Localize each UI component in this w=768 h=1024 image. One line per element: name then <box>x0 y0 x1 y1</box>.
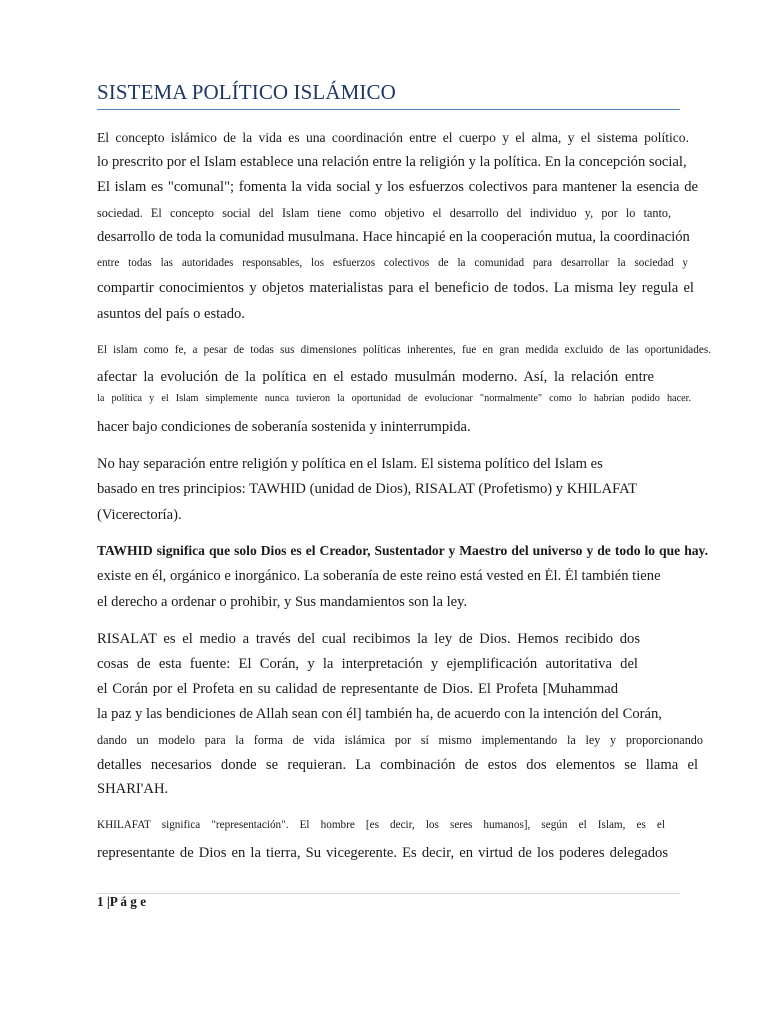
paragraph-2-line-3: la política y el Islam simplemente nunca tuvieron la oportunidad de evolucionar "normalmente" como lo habrían podido hacer. <box>97 393 691 404</box>
page-number: 1 |P á g e <box>97 894 147 909</box>
paragraph-1-line-8: asuntos del país o estado. <box>97 306 245 322</box>
paragraph-3-line-3: (Vicerectoría). <box>97 507 182 523</box>
paragraph-6-line-1: KHILAFAT significa "representación". El hombre [es decir, los seres humanos], según el Islam, es el <box>97 819 665 831</box>
paragraph-1-line-5: desarrollo de toda la comunidad musulmana. Hace hincapié en la cooperación mutua, la coordinación <box>97 229 690 245</box>
paragraph-6-line-2: representante de Dios en la tierra, Su vicegerente. Es decir, en virtud de los poderes delegados <box>97 845 668 861</box>
paragraph-1-line-4: sociedad. El concepto social del Islam tiene como objetivo el desarrollo del individuo y, por lo tanto, <box>97 206 671 220</box>
paragraph-1-line-1: El concepto islámico de la vida es una coordinación entre el cuerpo y el alma, y el sistema político. <box>97 130 689 145</box>
paragraph-1-line-7: compartir conocimientos y objetos materialistas para el beneficio de todos. La misma ley regula el <box>97 280 694 296</box>
paragraph-5-line-1: RISALAT es el medio a través del cual recibimos la ley de Dios. Hemos recibido dos <box>97 631 640 647</box>
paragraph-4-line-1: TAWHID significa que solo Dios es el Creador, Sustentador y Maestro del universo y de todo lo que hay. <box>97 543 708 558</box>
paragraph-1-line-3: El islam es "comunal"; fomenta la vida social y los esfuerzos colectivos para mantener la esencia de <box>97 179 698 195</box>
paragraph-4-line-3: el derecho a ordenar o prohibir, y Sus mandamientos son la ley. <box>97 594 468 610</box>
paragraph-2-line-4: hacer bajo condiciones de soberanía sostenida y ininterrumpida. <box>97 419 471 435</box>
paragraph-4-line-2: existe en él, orgánico e inorgánico. La soberanía de este reino está vested en Él. Él también tiene <box>97 568 661 584</box>
title-underline <box>97 109 680 110</box>
document-title: SISTEMA POLÍTICO ISLÁMICO <box>97 80 396 104</box>
paragraph-5-line-3: el Corán por el Profeta en su calidad de representante de Dios. El Profeta [Muhammad <box>97 681 618 697</box>
paragraph-5-line-4: la paz y las bendiciones de Allah sean con él] también ha, de acuerdo con la intención del Corán, <box>97 706 662 722</box>
paragraph-5-line-5: dando un modelo para la forma de vida islámica por sí mismo implementando la ley y proporcionando <box>97 733 703 747</box>
paragraph-1-line-6: entre todas las autoridades responsables, los esfuerzos colectivos de la comunidad para desarrollar la sociedad y <box>97 257 688 269</box>
paragraph-5-line-2: cosas de esta fuente: El Corán, y la interpretación y ejemplificación autoritativa del <box>97 656 638 672</box>
paragraph-1-line-2: lo prescrito por el Islam establece una relación entre la religión y la política. En la concepción social, <box>97 154 687 170</box>
paragraph-5-line-6: detalles necesarios donde se requieran. La combinación de estos dos elementos se llama el <box>97 757 698 773</box>
paragraph-3-line-1: No hay separación entre religión y política en el Islam. El sistema político del Islam es <box>97 456 603 472</box>
paragraph-2-line-2: afectar la evolución de la política en el estado musulmán moderno. Así, la relación entre <box>97 369 654 385</box>
paragraph-2-line-1: El islam como fe, a pesar de todas sus dimensiones políticas inherentes, fue en gran medida excluido de las oportunidades. <box>97 344 711 356</box>
paragraph-5-line-7: SHARI'AH. <box>97 781 169 797</box>
paragraph-3-line-2: basado en tres principios: TAWHID (unidad de Dios), RISALAT (Profetismo) y KHILAFAT <box>97 481 637 497</box>
footer-divider <box>97 893 680 894</box>
